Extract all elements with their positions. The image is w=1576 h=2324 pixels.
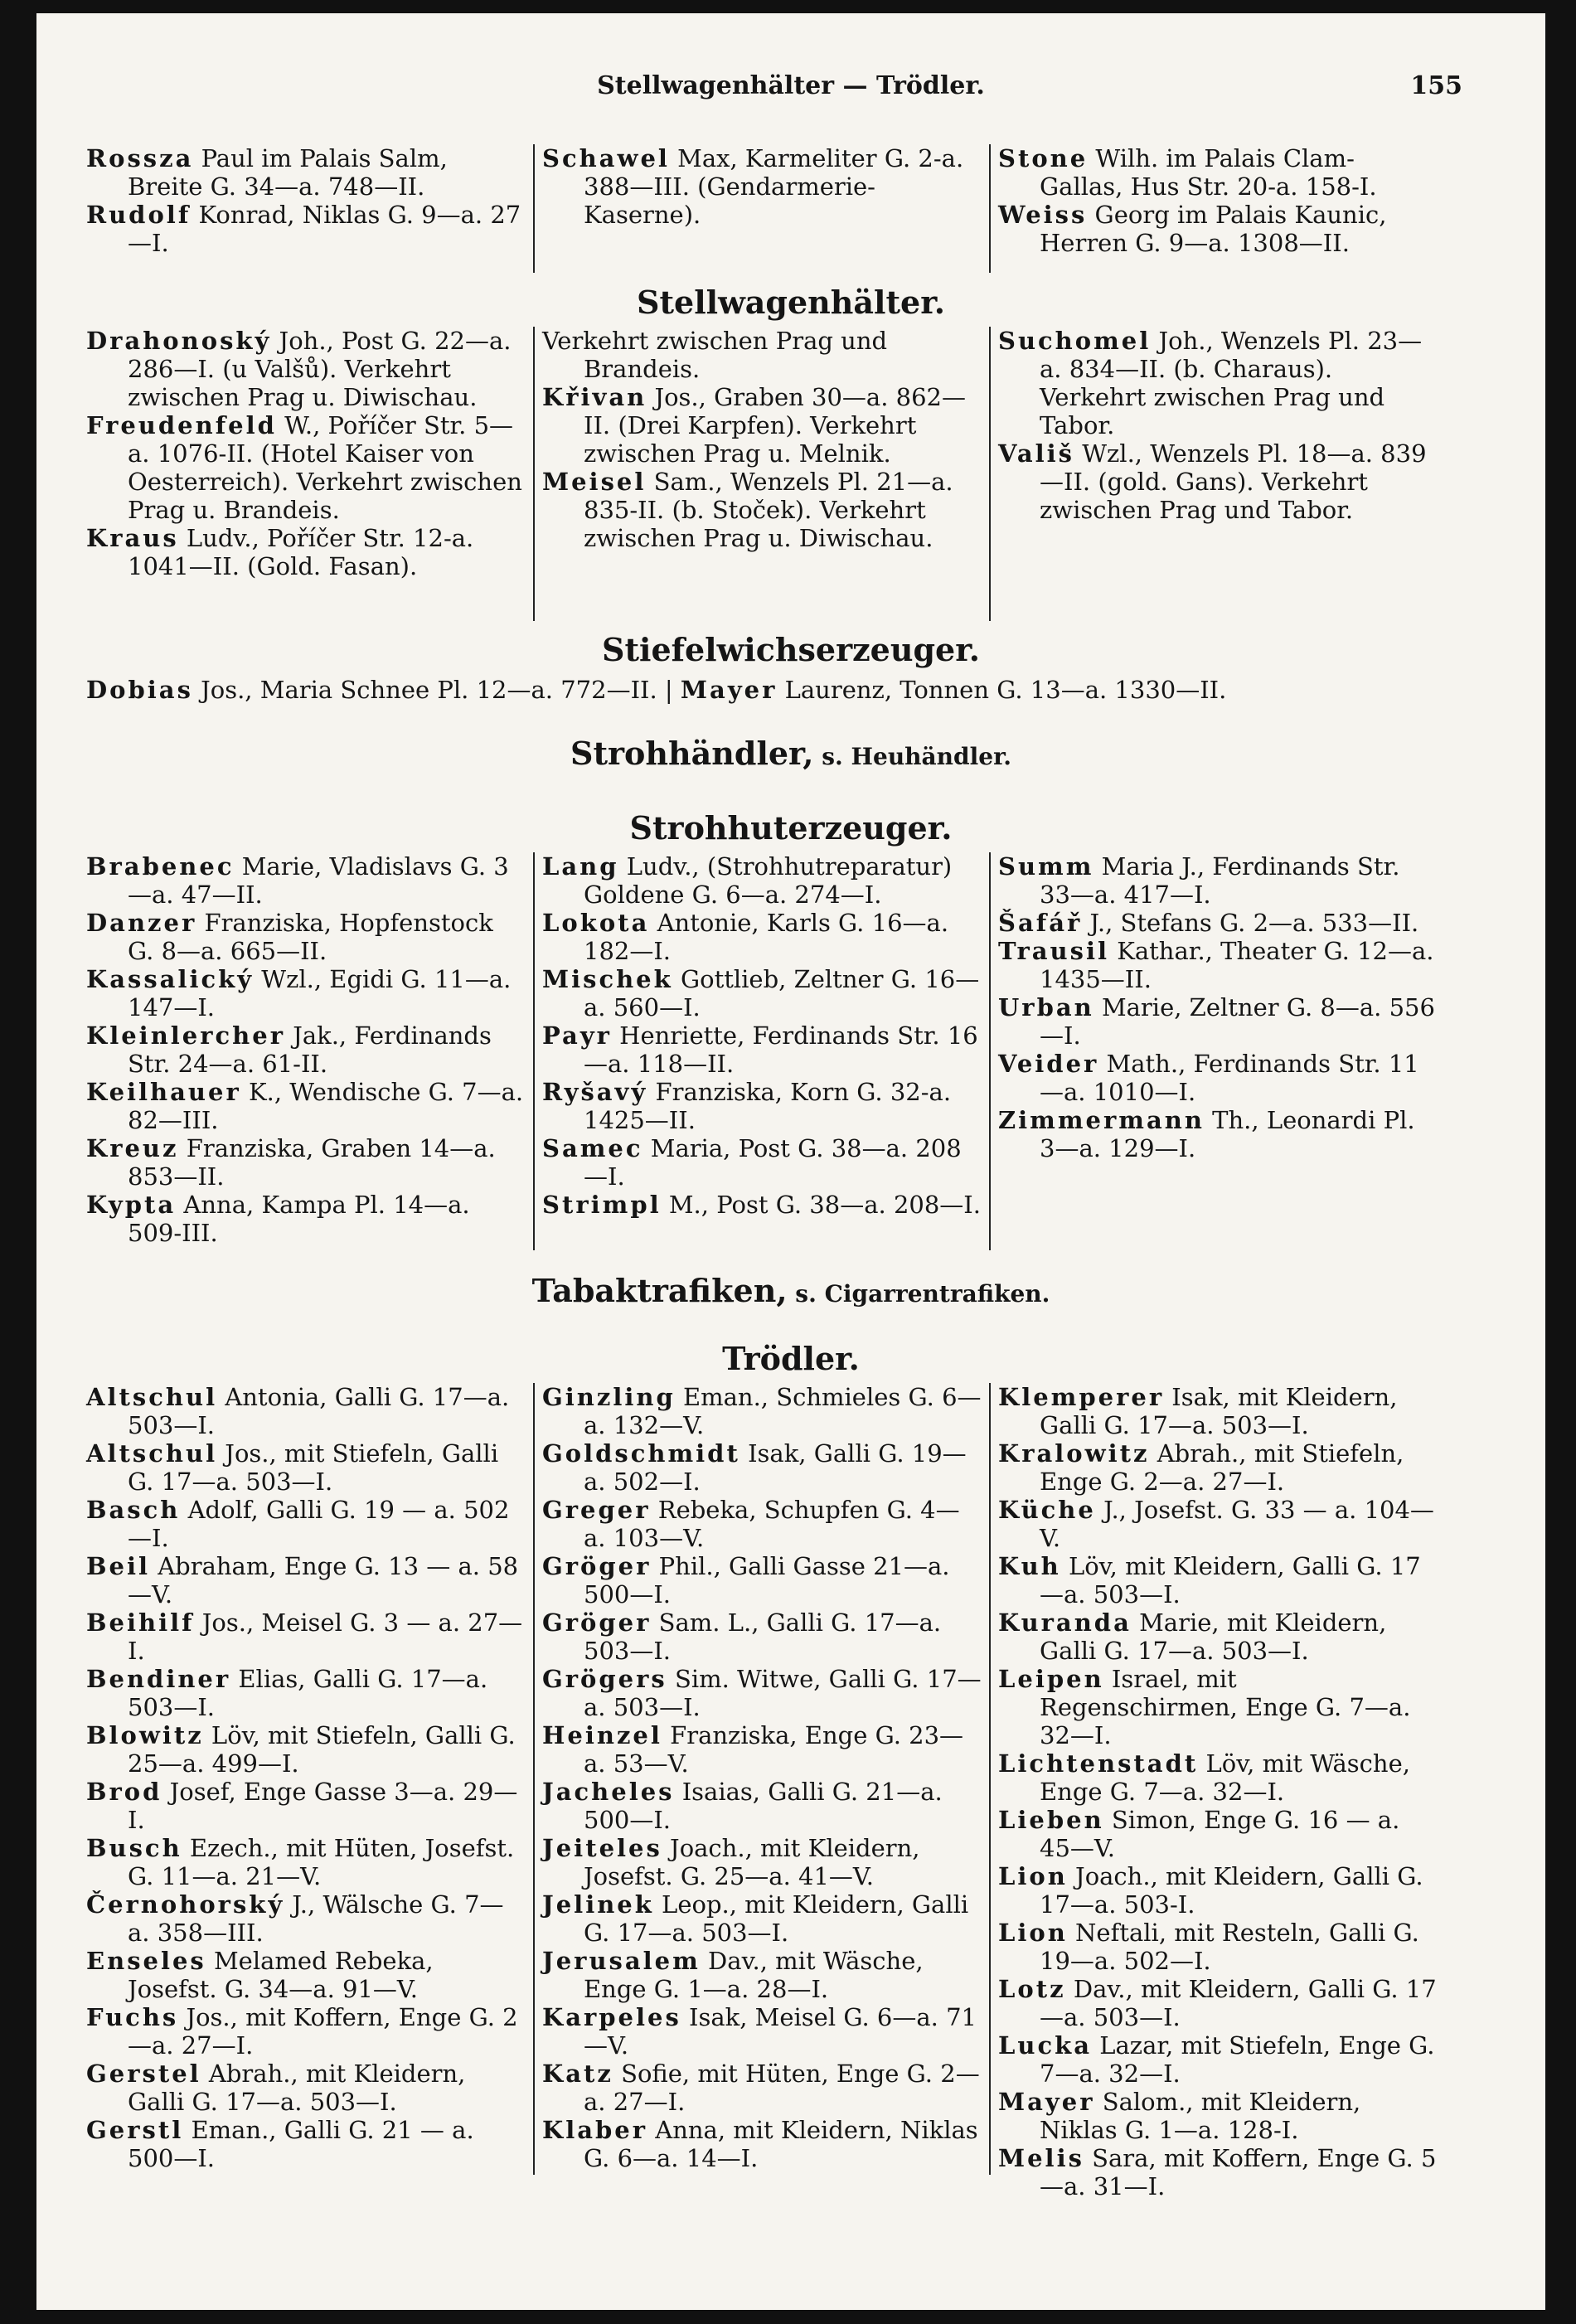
directory-entry [542,2116,982,2172]
entry-name: Summ [998,852,1094,881]
entry-name: Kypta [86,1191,177,1219]
entry-text: Löv, mit Wäsche, Enge G. 7—a. 32—I. [1040,1749,1410,1806]
section-heading: Strohhuterzeuger. [629,809,953,847]
entry-text: Dav., mit Kleidern, Galli G. 17—a. 503—I. [1040,1975,1437,2031]
directory-entry [998,1383,1438,1439]
section-title-strohhaendler [36,735,1545,773]
entry-text: Isak, Meisel G. 6—a. 71—V. [584,2003,977,2060]
entry-name: Gröger [542,1552,652,1580]
directory-entry [998,2144,1438,2200]
entry-name: Meisel [542,468,647,496]
directory-entry [86,1496,526,1552]
entry-text: Abraham, Enge G. 13 — a. 58—V. [128,1552,519,1608]
entry-text: Israel, mit Regenschirmen, Enge G. 7—a. 32—I. [1040,1665,1411,1749]
entry-text: M., Post G. 38—a. 208—I. [661,1191,981,1219]
entry-name: Jacheles [542,1778,675,1806]
entry-text: Abrah., mit Stiefeln, Enge G. 2—a. 27—I. [1040,1439,1404,1496]
entry-name: Payr [542,1021,612,1050]
entry-text: Konrad, Niklas G. 9—a. 27—I. [128,201,521,257]
entry-text: J., Stefans G. 2—a. 533—II. [1082,909,1419,937]
directory-entry [86,1778,526,1834]
column-divider [989,852,991,1250]
column-3 [998,144,1438,257]
directory-entry [998,1608,1438,1665]
column-2 [542,144,982,229]
entry-text: Kathar., Theater G. 12—a. 1435—II. [1040,937,1434,993]
column-2 [542,1383,982,2172]
section-title-stiefelwichserzeuger [36,631,1545,669]
directory-entry [998,937,1438,993]
entry-name: Křivan [542,383,647,411]
entry-name: Jerusalem [542,1947,701,1975]
entry-text: Marie, Zeltner G. 8—a. 556—I. [1040,993,1435,1050]
entry-text: Marie, mit Kleidern, Galli G. 17—a. 503—I. [1040,1608,1387,1665]
column-divider [533,327,535,621]
entry-name: Karpeles [542,2003,681,2031]
entry-text: Salom., mit Kleidern, Niklas G. 1—a. 128-I. [1040,2088,1361,2144]
entry-name: Jelinek [542,1890,654,1919]
entry-text: Jak., Ferdinands Str. 24—a. 61-II. [128,1021,492,1078]
entry-text: Abrah., mit Kleidern, Galli G. 17—a. 503—I. [128,2060,466,2116]
directory-entry [542,1078,982,1134]
entry-text: Rebeka, Schupfen G. 4—a. 103—V. [584,1496,960,1552]
column-1 [86,1383,526,2172]
entry-text: Eman., Galli G. 21 — a. 500—I. [128,2116,474,2172]
entry-text: Löv, mit Stiefeln, Galli G. 25—a. 499—I. [128,1721,516,1778]
directory-entry [86,2116,526,2172]
entry-text: Adolf, Galli G. 19 — a. 502—I. [128,1496,510,1552]
entry-text: Franziska, Enge G. 23—a. 53—V. [584,1721,964,1778]
directory-entry [86,1665,526,1721]
entry-text: Ludv., (Strohhutreparatur) Goldene G. 6—a. 274—I. [584,852,953,909]
entry-text: Joh., Wenzels Pl. 23—a. 834—II. (b. Charaus). Verkehrt zwischen Prag und Tabor. [1040,327,1423,439]
entry-name: Mayer [680,676,778,704]
entry-name: Stone [998,144,1089,172]
entry-name: Strimpl [542,1191,662,1219]
directory-entry [998,1806,1438,1862]
entry-text: Th., Leonardi Pl. 3—a. 129—I. [1040,1106,1415,1162]
entry-name: Urban [998,993,1094,1021]
column-divider [533,144,535,273]
entry-name: Danzer [86,909,197,937]
directory-entry [542,327,982,383]
entry-text: Anna, Kampa Pl. 14—a. 509-III. [128,1191,470,1247]
entry-name: Dobias [86,676,193,704]
entry-name: Veider [998,1050,1099,1078]
entry-name: Lion [998,1919,1068,1947]
column-1 [86,327,526,580]
entry-name: Fuchs [86,2003,179,2031]
entry-text: J., Wälsche G. 7—a. 358—III. [128,1890,504,1947]
directory-entry [86,144,526,201]
entry-text: Max, Karmeliter G. 2-a. 388—III. (Gendarmerie-Kaserne). [584,144,964,229]
entry-text: Sim. Witwe, Galli G. 17—a. 503—I. [584,1665,982,1721]
directory-entry [86,201,526,257]
entry-text: Maria, Post G. 38—a. 208—I. [584,1134,962,1191]
directory-entry [86,1134,526,1191]
entry-text: Marie, Vladislavs G. 3—a. 47—II. [128,852,509,909]
entry-text: Phil., Galli Gasse 21—a. 500—I. [584,1552,950,1608]
entry-name: Gerstl [86,2116,184,2144]
stellwagenhaelter-block [86,327,1454,625]
directory-entry [998,1665,1438,1749]
entry-name: Lokota [542,909,650,937]
entry-text: Melamed Rebeka, Josefst. G. 34—a. 91—V. [128,1947,434,2003]
entry-name: Vališ [998,439,1074,468]
entry-name: Enseles [86,1947,206,1975]
directory-entry [998,327,1438,439]
directory-entry [542,1721,982,1778]
entry-text: Jos., Meisel G. 3 — a. 27—I. [128,1608,523,1665]
entry-name: Suchomel [998,327,1152,355]
column-divider [989,1383,991,2175]
entry-text: Paul im Palais Salm, Breite G. 34—a. 748—II. [128,144,448,201]
entry-text: Isak, mit Kleidern, Galli G. 17—a. 503—I. [1040,1383,1398,1439]
entry-name: Jeiteles [542,1834,662,1862]
directory-entry [542,1665,982,1721]
entry-name: Zimmermann [998,1106,1205,1134]
entry-name: Kralowitz [998,1439,1150,1468]
running-header [36,71,1545,113]
entry-text: Verkehrt zwischen Prag und Brandeis. [542,327,888,383]
entry-name: Gröger [542,1608,652,1637]
column-divider [989,327,991,621]
directory-entry [998,144,1438,201]
entry-name: Klemperer [998,1383,1165,1411]
entry-text: J., Josefst. G. 33 — a. 104—V. [1040,1496,1434,1552]
entry-text: Joh., Post G. 22—a. 286—I. (u Valšů). Verkehrt zwischen Prag u. Diwischau. [128,327,512,411]
entry-name: Kuh [998,1552,1061,1580]
entry-text: Dav., mit Wäsche, Enge G. 1—a. 28—I. [584,1947,924,2003]
page-number: 155 [1410,71,1462,100]
directory-entry [542,2003,982,2060]
entry-name: Černohorský [86,1890,285,1919]
directory-entry [86,1608,526,1665]
section-heading [36,735,1545,772]
entry-text: Franziska, Hopfenstock G. 8—a. 665—II. [128,909,493,965]
entry-name: Grögers [542,1665,667,1693]
section-title-stellwagenhaelter [36,284,1545,322]
entry-name: Rudolf [86,201,192,229]
directory-entry [998,2088,1438,2144]
entry-name: Lotz [998,1975,1066,2003]
section-heading: Trödler. [722,1340,860,1377]
directory-entry [998,201,1438,257]
directory-entry [86,327,526,411]
entry-text: Gottlieb, Zeltner G. 16—a. 560—I. [584,965,980,1021]
entry-name: Brabenec [86,852,235,881]
section-heading-text: Strohhändler, [570,735,814,772]
entry-text: Isak, Galli G. 19—a. 502—I. [584,1439,967,1496]
directory-entry [86,2003,526,2060]
directory-entry [86,411,526,524]
directory-entry [998,1749,1438,1806]
section-title-troedler [36,1340,1545,1378]
entry-text: Franziska, Korn G. 32-a. 1425—II. [584,1078,952,1134]
entry-text: Ludv., Poříčer Str. 12-a. 1041—II. (Gold. Fasan). [128,524,474,580]
directory-entry [86,909,526,965]
directory-entry [86,2060,526,2116]
entry-text: Isaias, Galli G. 21—a. 500—I. [584,1778,943,1834]
directory-entry [542,1552,982,1608]
entry-name: Rossza [86,144,194,172]
header-title: Stellwagenhälter — Trödler. [597,71,985,100]
entry-text: Lazar, mit Stiefeln, Enge G. 7—a. 32—I. [1040,2031,1435,2088]
directory-entry [998,1862,1438,1919]
directory-entry [998,993,1438,1050]
entry-text: Sam. L., Galli G. 17—a. 503—I. [584,1608,942,1665]
directory-page [36,13,1545,2310]
section-heading [36,1272,1545,1309]
entry-text: Löv, mit Kleidern, Galli G. 17—a. 503—I. [1040,1552,1421,1608]
directory-entry [998,1439,1438,1496]
strohhuterzeuger-block [86,852,1454,1259]
entry-text: Henriette, Ferdinands Str. 16—a. 118—II. [584,1021,978,1078]
column-divider [989,144,991,273]
entry-text: Jos., Maria Schnee Pl. 12—a. 772—II. | [192,676,681,704]
entry-text: Jos., Graben 30—a. 862—II. (Drei Karpfen). Verkehrt zwischen Prag u. Melnik. [584,383,966,468]
cross-reference: s. Heuhändler. [813,743,1011,770]
entry-name: Trausil [998,937,1109,965]
entry-text: Joach., mit Kleidern, Josefst. G. 25—a. 41—V. [584,1834,920,1890]
entry-text: Eman., Schmieles G. 6—a. 132—V. [584,1383,982,1439]
entry-name: Mayer [998,2088,1095,2116]
column-1 [86,852,526,1247]
section-heading: Stellwagenhälter. [637,284,945,321]
entry-name: Blowitz [86,1721,204,1749]
directory-entry [542,1439,982,1496]
entry-name: Kleinlercher [86,1021,285,1050]
entry-name: Samec [542,1134,643,1162]
entry-text: Anna, mit Kleidern, Niklas G. 6—a. 14—I. [584,2116,978,2172]
entry-text: Jos., mit Koffern, Enge G. 2—a. 27—I. [128,2003,518,2060]
directory-entry [542,909,982,965]
entry-text: Maria J., Ferdinands Str. 33—a. 417—I. [1040,852,1400,909]
directory-entry [86,524,526,580]
directory-entry [542,1383,982,1439]
directory-entry [542,1608,982,1665]
entry-name: Lieben [998,1806,1104,1834]
column-2 [542,852,982,1219]
directory-entry [542,852,982,909]
column-3 [998,327,1438,524]
directory-entry [998,1975,1438,2031]
entry-name: Beihilf [86,1608,195,1637]
column-divider [533,852,535,1250]
directory-entry [998,2031,1438,2088]
directory-entry [542,468,982,552]
section-title-strohhuterzeuger [36,809,1545,847]
entry-name: Kreuz [86,1134,179,1162]
entry-name: Keilhauer [86,1078,241,1106]
directory-entry [542,1890,982,1947]
directory-entry [86,965,526,1021]
entry-name: Brod [86,1778,162,1806]
column-3 [998,852,1438,1162]
directory-entry [86,1834,526,1890]
directory-entry [86,1721,526,1778]
entry-name: Küche [998,1496,1096,1524]
directory-entry [542,965,982,1021]
entry-text: Antonie, Karls G. 16—a. 182—I. [584,909,949,965]
directory-entry [542,1191,982,1219]
entry-name: Goldschmidt [542,1439,740,1468]
entry-text: Sam., Wenzels Pl. 21—a. 835-II. (b. Stoček). Verkehrt zwischen Prag u. Diwischau. [584,468,953,552]
directory-entry [86,1021,526,1078]
entry-name: Leipen [998,1665,1104,1693]
entry-name: Bendiner [86,1665,231,1693]
entry-text: Joach., mit Kleidern, Galli G. 17—a. 503-I. [1040,1862,1423,1919]
column-2 [542,327,982,552]
directory-entry [542,144,982,229]
entry-name: Weiss [998,201,1088,229]
section-heading-text: Tabaktrafiken, [531,1272,788,1309]
entry-name: Beil [86,1552,150,1580]
directory-entry [998,1919,1438,1975]
entry-name: Schawel [542,144,670,172]
directory-entry [998,909,1438,937]
entry-text: Leop., mit Kleidern, Galli G. 17—a. 503—I. [584,1890,969,1947]
entry-text: Wilh. im Palais Clam-Gallas, Hus Str. 20-a. 158-I. [1040,144,1377,201]
column-3 [998,1383,1438,2200]
entry-name: Lucka [998,2031,1093,2060]
directory-entry [86,1552,526,1608]
directory-entry [998,439,1438,524]
entry-name: Altschul [86,1439,218,1468]
directory-entry [86,1383,526,1439]
entry-text: Josef, Enge Gasse 3—a. 29—I. [128,1778,518,1834]
entry-text: Simon, Enge G. 16 — a. 45—V. [1040,1806,1400,1862]
entry-text: Math., Ferdinands Str. 11—a. 1010—I. [1040,1050,1419,1106]
entry-text: Antonia, Galli G. 17—a. 503—I. [128,1383,510,1439]
directory-entry [542,1134,982,1191]
directory-entry [998,852,1438,909]
entry-name: Melis [998,2144,1084,2172]
directory-entry [86,1439,526,1496]
entry-name: Ginzling [542,1383,676,1411]
entry-name: Greger [542,1496,651,1524]
directory-entry [86,852,526,909]
troedler-block [86,1383,1454,2200]
directory-entry [998,1552,1438,1608]
entry-name: Freudenfeld [86,411,277,439]
entry-name: Klaber [542,2116,648,2144]
entry-text: Franziska, Graben 14—a. 853—II. [128,1134,496,1191]
continuation-block [86,144,1454,273]
directory-entry [86,1947,526,2003]
entry-text: W., Poříčer Str. 5—a. 1076-II. (Hotel Kaiser von Oesterreich). Verkehrt zwischen Prag u. Brandeis. [128,411,522,524]
cross-reference: s. Cigarrentrafiken. [787,1280,1050,1308]
entry-name: Kuranda [998,1608,1132,1637]
entry-text: Neftali, mit Resteln, Galli G. 19—a. 502—I. [1040,1919,1419,1975]
entry-text: Wzl., Egidi G. 11—a. 147—I. [128,965,512,1021]
directory-entry [542,2060,982,2116]
entry-text: Laurenz, Tonnen G. 13—a. 1330—II. [777,676,1227,704]
entry-name: Heinzel [542,1721,662,1749]
column-1 [86,144,526,257]
directory-entry [542,1496,982,1552]
section-heading: Stiefelwichserzeuger. [602,631,980,668]
entry-text: Georg im Palais Kaunic, Herren G. 9—a. 1308—II. [1040,201,1387,257]
directory-entry [542,1021,982,1078]
entry-text: Jos., mit Stiefeln, Galli G. 17—a. 503—I. [128,1439,499,1496]
entry-text: Sara, mit Koffern, Enge G. 5—a. 31—I. [1040,2144,1437,2200]
entry-text: K., Wendische G. 7—a. 82—III. [128,1078,524,1134]
directory-entry [998,1050,1438,1106]
entry-name: Ryšavý [542,1078,648,1106]
entry-name: Drahonoský [86,327,272,355]
entry-text: Sofie, mit Hüten, Enge G. 2—a. 27—I. [584,2060,980,2116]
entry-text: Ezech., mit Hüten, Josefst. G. 11—a. 21—V. [128,1834,515,1890]
entry-name: Lang [542,852,619,881]
directory-entry [86,1078,526,1134]
entry-name: Altschul [86,1383,218,1411]
entry-name: Lichtenstadt [998,1749,1199,1778]
directory-entry [998,1106,1438,1162]
entry-name: Gerstel [86,2060,201,2088]
directory-entry [542,1947,982,2003]
entry-text: Wzl., Wenzels Pl. 18—a. 839—II. (gold. Gans). Verkehrt zwischen Prag und Tabor. [1040,439,1427,524]
section-title-tabaktrafiken [36,1272,1545,1310]
entry-name: Lion [998,1862,1068,1890]
entry-name: Basch [86,1496,181,1524]
entry-name: Šafář [998,909,1083,937]
directory-entry [86,1191,526,1247]
column-divider [533,1383,535,2175]
stiefelwichserzeuger-line [86,676,1454,704]
directory-entry [542,1834,982,1890]
entry-name: Mischek [542,965,673,993]
entry-name: Busch [86,1834,182,1862]
entry-name: Kassalický [86,965,255,993]
entry-name: Kraus [86,524,179,552]
entry-text: Elias, Galli G. 17—a. 503—I. [128,1665,488,1721]
entry-name: Katz [542,2060,613,2088]
directory-entry [998,1496,1438,1552]
directory-entry [542,383,982,468]
directory-entry [542,1778,982,1834]
directory-entry [86,1890,526,1947]
